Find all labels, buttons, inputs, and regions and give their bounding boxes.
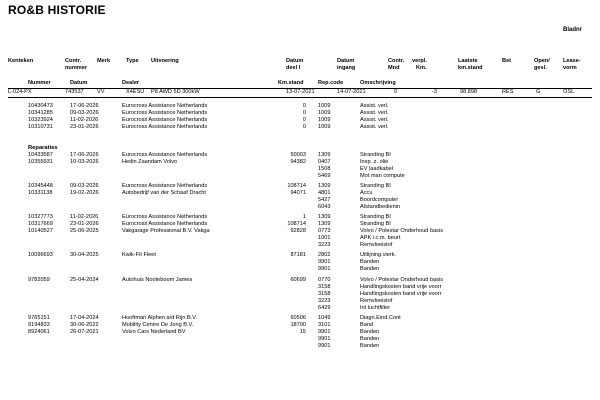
header-contr-mnd: Contr. xyxy=(388,58,405,64)
row-repcode: 9901 xyxy=(318,343,331,349)
row-repcode: 6043 xyxy=(318,204,331,210)
row-repcode: 5427 xyxy=(318,197,331,203)
row-dealer: Vakgarage Professional B.V. Vakga xyxy=(122,228,210,234)
row-kmstand: 108714 xyxy=(287,221,306,227)
row-repcode: 9901 xyxy=(318,329,331,335)
row-dealer: Eurocross Assistance Netherlands xyxy=(122,183,208,189)
row-omschrijving: Stranding BI xyxy=(360,221,391,227)
row-omschrijving: Handlingskosten band vrije voorr xyxy=(360,284,442,290)
row-date: 30-06-2022 xyxy=(70,322,99,328)
row-omschrijving: Banden xyxy=(360,343,380,349)
row-omschrijving: Remvloeistof xyxy=(360,242,393,248)
row-repcode: 1009 xyxy=(318,124,331,130)
header-gesl: gesl. xyxy=(534,65,547,71)
row-repcode: 1309 xyxy=(318,183,331,189)
row-repcode: 1508 xyxy=(318,166,331,172)
row-omschrijving: Stranding BI xyxy=(360,152,391,158)
header-contr: Contr. xyxy=(65,58,82,64)
header-kmstand: Km.stand xyxy=(278,80,304,86)
vehicle-leasevorm: OSL xyxy=(563,89,575,95)
header-ingang: ingang xyxy=(337,65,356,71)
row-date: 26-07-2021 xyxy=(70,329,99,335)
row-kmstand: 1 xyxy=(302,214,306,220)
header-datum-deel1: Datum xyxy=(286,58,304,64)
row-dealer: Hedin Zaandam Volvo xyxy=(122,159,178,165)
header-dealer: Dealer xyxy=(122,80,140,86)
row-date: 23-01-2026 xyxy=(70,221,99,227)
row-date: 25-06-2025 xyxy=(70,228,99,234)
row-repcode: 3158 xyxy=(318,284,331,290)
row-kmstand: 0 xyxy=(302,103,306,109)
row-number: 10430473 xyxy=(28,103,53,109)
header-mnd: Mnd xyxy=(388,65,400,71)
row-kmstand: 108714 xyxy=(287,183,306,189)
header-datum: Datum xyxy=(70,80,88,86)
row-omschrijving: Volvo / Polestar Onderhoud basis xyxy=(360,277,444,283)
row-kmstand: 0 xyxy=(302,124,306,130)
row-omschrijving: Stranding BI xyxy=(360,183,391,189)
row-repcode: 9901 xyxy=(318,259,331,265)
row-omschrijving: APK i.c.m. beurt xyxy=(360,235,401,241)
row-repcode: 9901 xyxy=(318,266,331,272)
row-kmstand: 0 xyxy=(302,110,306,116)
section-reparaties: Reparaties xyxy=(28,145,58,151)
row-kmstand: 60699 xyxy=(290,277,306,283)
vehicle-type: X4ESU xyxy=(126,89,145,95)
row-dealer: Eurocross Assistance Netherlands xyxy=(122,110,208,116)
row-number: 10331138 xyxy=(28,190,53,196)
row-repcode: 1009 xyxy=(318,103,331,109)
row-dealer: Eurocross Assistance Netherlands xyxy=(122,221,208,227)
row-omschrijving: Uitlijning.vierk. xyxy=(360,252,397,258)
row-date: 11-02-2026 xyxy=(70,214,99,220)
row-dealer: Autohuis Nooteboom James xyxy=(122,277,193,283)
row-dealer: Kwik-Fit Fleet xyxy=(122,252,156,258)
row-number: 9782059 xyxy=(28,277,50,283)
row-number: 10433587 xyxy=(28,152,53,158)
row-omschrijving: Diagn.Eind.Cont xyxy=(360,315,401,321)
vehicle-datum-ingang: 14-07-2021 xyxy=(337,89,366,95)
row-date: 09-03-2026 xyxy=(70,110,99,116)
header-repcode: Rep.code xyxy=(318,80,344,86)
row-date: 10-03-2026 xyxy=(70,159,99,165)
row-kmstand: 18700 xyxy=(290,322,306,328)
vehicle-kenteken: L-024-PX xyxy=(8,89,32,95)
vehicle-open-gesl: G xyxy=(536,89,541,95)
header-type: Type xyxy=(126,58,139,64)
row-kmstand: 87181 xyxy=(290,252,306,258)
row-date: 30-04-2025 xyxy=(70,252,99,258)
row-omschrijving: Band xyxy=(360,322,374,328)
header-laatste: Laatste xyxy=(458,58,478,64)
row-omschrijving: Banden xyxy=(360,266,380,272)
vehicle-laatste-kmstand: 98.898 xyxy=(460,89,478,95)
row-omschrijving: Handlingskosten band vrije voorr xyxy=(360,291,442,297)
row-repcode: 0407 xyxy=(318,159,331,165)
row-omschrijving: Volvo / Polestar Onderhoud basis xyxy=(360,228,444,234)
row-omschrijving: Assist. verl. xyxy=(360,124,389,130)
row-repcode: 1009 xyxy=(318,117,331,123)
row-omschrijving: Mot man compute xyxy=(360,173,405,179)
row-repcode: 1009 xyxy=(318,110,331,116)
row-kmstand: 94382 xyxy=(290,159,306,165)
row-repcode: 3101 xyxy=(318,322,331,328)
row-kmstand: 92828 xyxy=(290,228,306,234)
row-dealer: Volvo Cars Nederland BV xyxy=(122,329,186,335)
row-number: 10317669 xyxy=(28,221,53,227)
header-verpl: verpl. xyxy=(412,58,427,64)
row-date: 11-02-2026 xyxy=(70,117,99,123)
row-number: 10323924 xyxy=(28,117,53,123)
row-repcode: 3158 xyxy=(318,291,331,297)
row-repcode: 0773 xyxy=(318,228,331,234)
row-date: 09-03-2026 xyxy=(70,183,99,189)
vehicle-divider xyxy=(8,97,592,98)
row-repcode: 3223 xyxy=(318,298,331,304)
row-repcode: 0770 xyxy=(318,277,331,283)
vehicle-merk: VV xyxy=(97,89,105,95)
header-vorm: vorm xyxy=(563,65,577,71)
row-dealer: Hooftman Alphen a/d Rijn B.V. xyxy=(122,315,198,321)
row-dealer: Eurocross Assistance Netherlands xyxy=(122,152,208,158)
row-repcode: 1309 xyxy=(318,152,331,158)
header-merk: Merk xyxy=(97,58,111,64)
row-omschrijving: Stranding BI xyxy=(360,214,391,220)
row-omschrijving: EV laadkabel xyxy=(360,166,393,172)
row-number: 10310731 xyxy=(28,124,53,130)
row-omschrijving: Afstandbedienin xyxy=(360,204,401,210)
row-kmstand: 94071 xyxy=(290,190,306,196)
row-kmstand: 0 xyxy=(302,117,306,123)
row-repcode: 1001 xyxy=(318,235,331,241)
row-date: 25-04-2024 xyxy=(70,277,99,283)
row-date: 17-06-2026 xyxy=(70,103,99,109)
row-number: 10345448 xyxy=(28,183,53,189)
row-dealer: Eurocross Assistance Netherlands xyxy=(122,117,208,123)
row-number: 10355931 xyxy=(28,159,53,165)
row-repcode: 6429 xyxy=(318,305,331,311)
row-kmstand: 50003 xyxy=(290,152,306,158)
header-nummer: Nummer xyxy=(28,80,51,86)
row-omschrijving: Remvloeistof xyxy=(360,298,393,304)
row-dealer: Eurocross Assistance Netherlands xyxy=(122,214,208,220)
row-number: 10327773 xyxy=(28,214,53,220)
vehicle-contract: 743537 xyxy=(65,89,84,95)
row-date: 19-02-2026 xyxy=(70,190,99,196)
row-omschrijving: Int luchtfilter xyxy=(360,305,391,311)
row-number: 9765151 xyxy=(28,315,50,321)
row-repcode: 5469 xyxy=(318,173,331,179)
vehicle-datum-deel1: 13-07-2021 xyxy=(286,89,315,95)
row-kmstand: 15 xyxy=(299,329,306,335)
header-deel1: deel I xyxy=(286,65,301,71)
row-number: 8924061 xyxy=(28,329,50,335)
row-repcode: 1309 xyxy=(318,221,331,227)
header-kenteken: Kenteken xyxy=(8,58,34,64)
row-dealer: Eurocross Assistance Netherlands xyxy=(122,103,208,109)
vehicle-uitvoering: P8 AWD 5D 300kW xyxy=(151,89,200,95)
header-datum-ingang: Datum xyxy=(337,58,355,64)
row-omschrijving: Banden xyxy=(360,329,380,335)
header-lease: Lease- xyxy=(563,58,581,64)
row-omschrijving: Accu xyxy=(360,190,373,196)
row-number: 10096693 xyxy=(28,252,53,258)
row-repcode: 3223 xyxy=(318,242,331,248)
page-number-label: Bladnr xyxy=(563,27,583,33)
row-omschrijving: Banden xyxy=(360,336,380,342)
header-omschrijving: Omschrijving xyxy=(360,80,396,86)
row-number: 9194833 xyxy=(28,322,50,328)
header-uitvoering: Uitvoering xyxy=(151,58,179,64)
row-omschrijving: Boordcomputer xyxy=(360,197,399,203)
vehicle-verpl-km: -3 xyxy=(432,89,437,95)
header-laatste-kmstand: km.stand xyxy=(458,65,483,71)
vehicle-contr-mnd: 0 xyxy=(394,89,398,95)
row-omschrijving: Assist. verl. xyxy=(360,110,389,116)
header-open: Open/ xyxy=(534,58,550,64)
row-number: 10140527 xyxy=(28,228,53,234)
header-contr-nummer: nummer xyxy=(65,65,88,71)
vehicle-bst: RES xyxy=(502,89,514,95)
row-omschrijving: Banden xyxy=(360,259,380,265)
row-date: 23-01-2026 xyxy=(70,124,99,130)
row-repcode: 1309 xyxy=(318,214,331,220)
header-bst: Bst xyxy=(502,58,512,64)
row-dealer: Mobility Centre De Jong B.V. xyxy=(122,322,194,328)
row-repcode: 1049 xyxy=(318,315,331,321)
row-dealer: Autobedrijf van der Schaaf Dracht xyxy=(122,190,206,196)
page-title: RO&B HISTORIE xyxy=(8,3,106,17)
row-omschrijving: Insp. z. olie xyxy=(360,159,389,165)
row-dealer: Eurocross Assistance Netherlands xyxy=(122,124,208,130)
row-date: 17-04-2024 xyxy=(70,315,99,321)
row-omschrijving: Assist. verl. xyxy=(360,103,389,109)
row-repcode: 2802 xyxy=(318,252,331,258)
row-omschrijving: Assist. verl. xyxy=(360,117,389,123)
row-repcode: 9901 xyxy=(318,336,331,342)
row-kmstand: 60506 xyxy=(290,315,306,321)
header-km: Km. xyxy=(416,65,427,71)
row-date: 17-06-2026 xyxy=(70,152,99,158)
row-repcode: 4801 xyxy=(318,190,331,196)
row-number: 10341285 xyxy=(28,110,53,116)
